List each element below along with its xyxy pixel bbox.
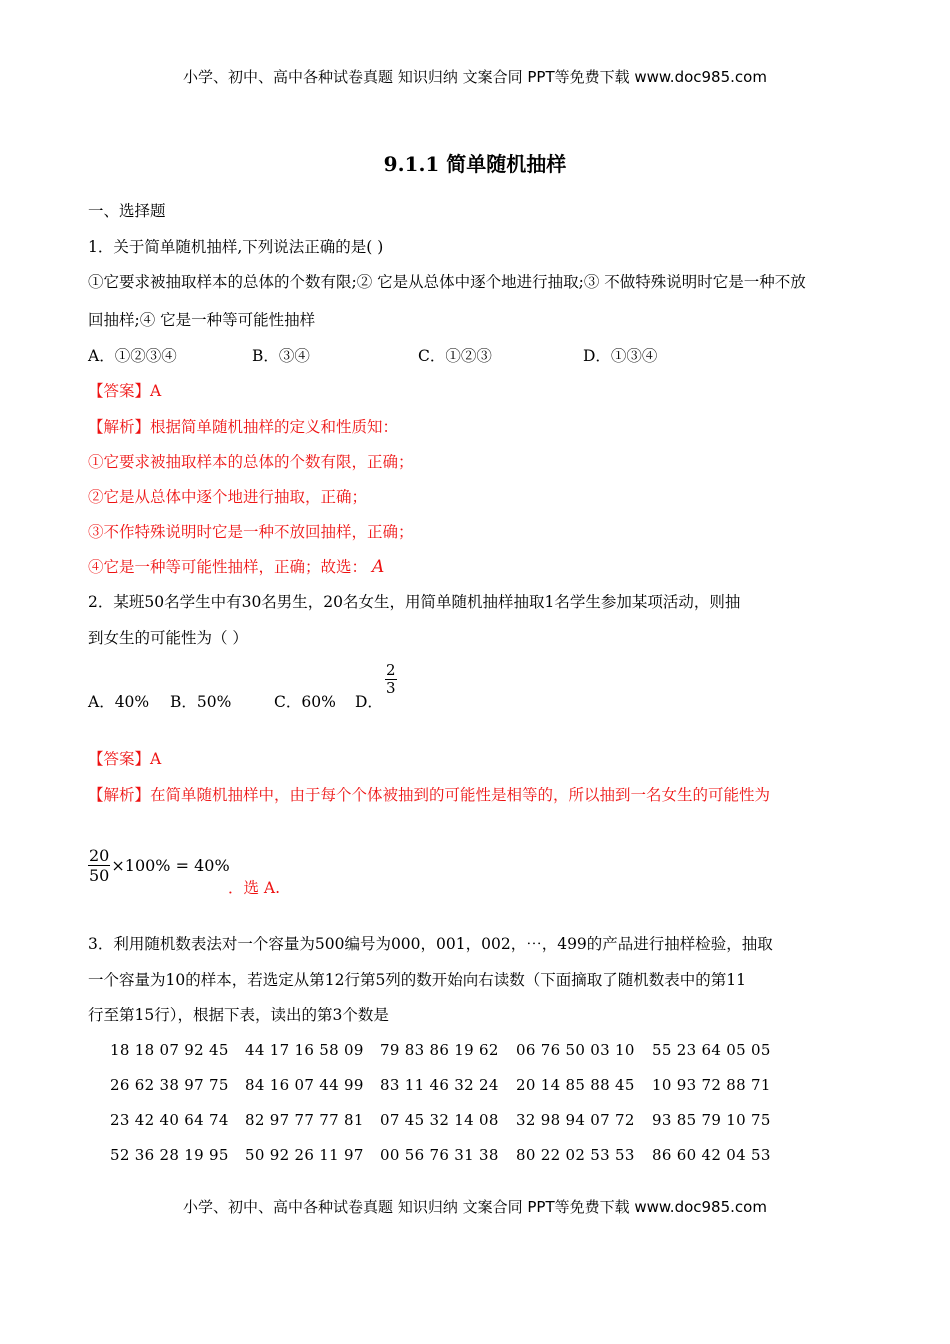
table-cell: 10 93 72 88 71 bbox=[652, 1076, 771, 1094]
table-cell: 50 92 26 11 97 bbox=[245, 1146, 364, 1164]
table-cell: 06 76 50 03 10 bbox=[516, 1041, 635, 1059]
q1-analysis-item-1: ①它要求被抽取样本的总体的个数有限，正确； bbox=[88, 453, 414, 471]
q2-option-d-denominator: 3 bbox=[386, 679, 396, 697]
q1-option-d: D．①③④ bbox=[583, 347, 658, 365]
table-cell: 20 14 85 88 45 bbox=[516, 1076, 635, 1094]
q1-option-b: B．③④ bbox=[252, 347, 310, 365]
page-footer: 小学、初中、高中各种试卷真题 知识归纳 文案合同 PPT等免费下载 www.doc985.com bbox=[183, 1198, 767, 1216]
q3-stem-line3: 行至第15行），根据下表，读出的第3个数是 bbox=[88, 1006, 389, 1024]
q1-stem-line2: ①它要求被抽取样本的总体的个数有限;② 它是从总体中逐个地进行抽取;③ 不做特殊说明时它是一种不放 bbox=[88, 273, 806, 291]
table-cell: 00 56 76 31 38 bbox=[380, 1146, 499, 1164]
page-title: 9.1.1 简单随机抽样 bbox=[383, 152, 567, 176]
q1-analysis-item-4-row bbox=[88, 556, 384, 578]
q2-formula-conclusion: ．选 A. bbox=[228, 879, 281, 897]
table-cell: 18 18 07 92 45 bbox=[110, 1041, 229, 1059]
table-cell: 80 22 02 53 53 bbox=[516, 1146, 635, 1164]
q1-analysis-letter: A bbox=[371, 557, 385, 577]
q2-formula-expression: ×100% = 40% bbox=[111, 856, 230, 875]
q2-analysis: 【解析】在简单随机抽样中，由于每个个体被抽到的可能性是相等的，所以抽到一名女生的可能性为 bbox=[88, 786, 771, 804]
q2-option-b: B．50% bbox=[170, 693, 232, 711]
q1-option-a: A．①②③④ bbox=[88, 347, 177, 365]
section-heading: 一、选择题 bbox=[88, 202, 166, 220]
table-cell: 83 11 46 32 24 bbox=[380, 1076, 499, 1094]
q2-formula-numerator: 20 bbox=[89, 846, 110, 865]
table-cell: 32 98 94 07 72 bbox=[516, 1111, 635, 1129]
q2-formula bbox=[88, 846, 230, 885]
q1-analysis-item-4: ④它是一种等可能性抽样，正确；故选： bbox=[88, 558, 368, 576]
q1-option-c: C．①②③ bbox=[418, 347, 492, 365]
table-cell: 86 60 42 04 53 bbox=[652, 1146, 771, 1164]
q2-formula-denominator: 50 bbox=[89, 866, 110, 885]
q1-analysis-item-2: ②它是从总体中逐个地进行抽取，正确； bbox=[88, 488, 368, 506]
q1-analysis: 【解析】根据简单随机抽样的定义和性质知： bbox=[88, 418, 399, 436]
table-cell: 93 85 79 10 75 bbox=[652, 1111, 771, 1129]
q2-stem: 2．某班50名学生中有30名男生，20名女生，用简单随机抽样抽取1名学生参加某项活动，则抽 bbox=[88, 593, 741, 611]
table-cell: 07 45 32 14 08 bbox=[380, 1111, 499, 1129]
table-cell: 26 62 38 97 75 bbox=[110, 1076, 229, 1094]
q1-stem: 1．关于简单随机抽样,下列说法正确的是( ) bbox=[88, 238, 384, 256]
q2-option-d-fraction bbox=[385, 662, 397, 697]
q1-answer: 【答案】A bbox=[88, 382, 162, 400]
table-cell: 84 16 07 44 99 bbox=[245, 1076, 364, 1094]
q2-stem-line2: 到女生的可能性为（ ） bbox=[88, 629, 248, 647]
q2-option-d: D． bbox=[355, 693, 383, 711]
table-cell: 79 83 86 19 62 bbox=[380, 1041, 499, 1059]
q2-option-a: A．40% bbox=[88, 693, 150, 711]
table-cell: 52 36 28 19 95 bbox=[110, 1146, 229, 1164]
table-cell: 44 17 16 58 09 bbox=[245, 1041, 364, 1059]
q3-stem: 3．利用随机数表法对一个容量为500编号为000，001，002，⋯，499的产品进行抽样检验，抽取 bbox=[88, 935, 773, 953]
q3-stem-line2: 一个容量为10的样本，若选定从第12行第5列的数开始向右读数（下面摘取了随机数表中的第11 bbox=[88, 971, 747, 989]
page-header: 小学、初中、高中各种试卷真题 知识归纳 文案合同 PPT等免费下载 www.doc985.com bbox=[183, 68, 767, 86]
q2-option-c: C．60% bbox=[274, 693, 336, 711]
q1-analysis-item-3: ③不作特殊说明时它是一种不放回抽样，正确； bbox=[88, 523, 414, 541]
table-cell: 55 23 64 05 05 bbox=[652, 1041, 771, 1059]
q2-option-d-numerator: 2 bbox=[386, 661, 396, 679]
table-cell: 23 42 40 64 74 bbox=[110, 1111, 229, 1129]
q1-stem-line3: 回抽样;④ 它是一种等可能性抽样 bbox=[88, 311, 316, 329]
q2-formula-fraction bbox=[88, 846, 110, 885]
q2-answer: 【答案】A bbox=[88, 750, 162, 768]
table-cell: 82 97 77 77 81 bbox=[245, 1111, 364, 1129]
